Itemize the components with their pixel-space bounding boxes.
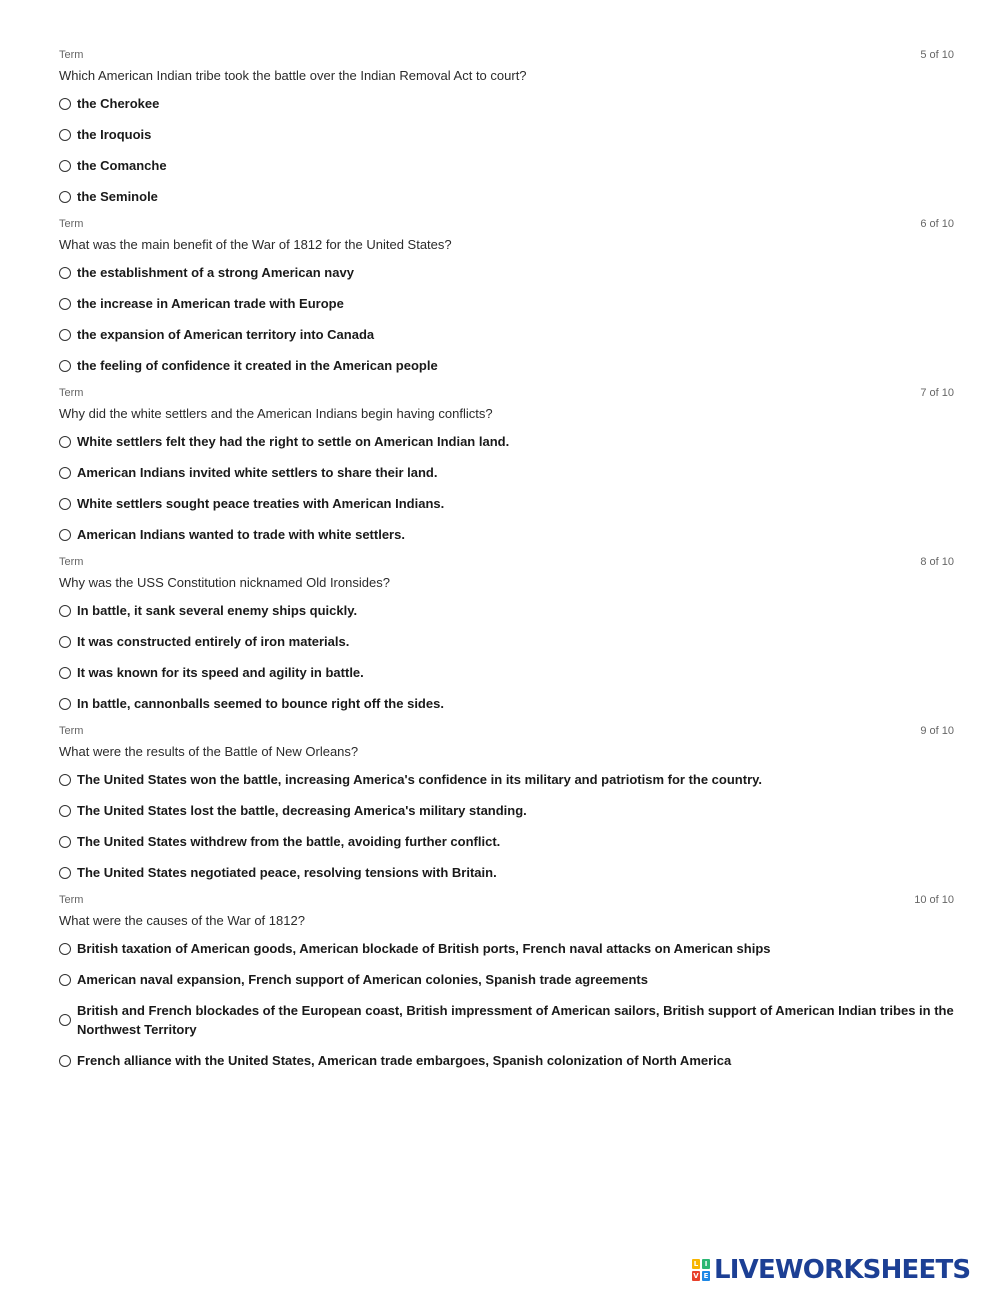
answer-option-label: American Indians wanted to trade with white settlers.: [77, 527, 405, 542]
question-prompt: Which American Indian tribe took the battle over the Indian Removal Act to court?: [59, 68, 527, 83]
answer-option-label: In battle, it sank several enemy ships quickly.: [77, 603, 358, 618]
question-block: [59, 386, 954, 544]
answer-option-label: the Cherokee: [77, 96, 160, 111]
term-label: Term: [59, 218, 84, 230]
answer-option-label: White settlers felt they had the right to settle on American Indian land.: [77, 434, 510, 449]
answer-option[interactable]: [59, 832, 954, 851]
radio-button[interactable]: [59, 298, 71, 310]
answer-option-label: It was known for its speed and agility in battle.: [77, 665, 364, 680]
radio-button[interactable]: [59, 867, 71, 879]
question-counter: 8 of 10: [920, 556, 954, 568]
answer-option[interactable]: [59, 801, 954, 820]
answer-options: [59, 263, 954, 375]
radio-button[interactable]: [59, 360, 71, 372]
answer-option[interactable]: [59, 125, 954, 144]
question-prompt: Why was the USS Constitution nicknamed Old Ironsides?: [59, 575, 390, 590]
term-label: Term: [59, 556, 84, 568]
answer-option-label: American Indians invited white settlers to share their land.: [77, 465, 438, 480]
question-header: [59, 893, 954, 907]
answer-option[interactable]: [59, 601, 954, 620]
radio-button[interactable]: [59, 498, 71, 510]
question-prompt: What was the main benefit of the War of 1812 for the United States?: [59, 237, 452, 252]
answer-option[interactable]: [59, 294, 954, 313]
term-label: Term: [59, 725, 84, 737]
answer-option-label: It was constructed entirely of iron materials.: [77, 634, 350, 649]
answer-options: [59, 601, 954, 713]
term-label: Term: [59, 387, 84, 399]
answer-options: [59, 939, 954, 1070]
radio-button[interactable]: [59, 191, 71, 203]
radio-button[interactable]: [59, 129, 71, 141]
answer-option-label: the Comanche: [77, 158, 167, 173]
radio-button[interactable]: [59, 267, 71, 279]
answer-option-label: The United States negotiated peace, resolving tensions with Britain.: [77, 865, 497, 880]
radio-button[interactable]: [59, 974, 71, 986]
answer-option-label: the Iroquois: [77, 127, 152, 142]
answer-option-label: White settlers sought peace treaties with American Indians.: [77, 496, 445, 511]
liveworksheets-logo: [692, 1256, 970, 1284]
answer-option-label: The United States lost the battle, decreasing America's military standing.: [77, 803, 527, 818]
radio-button[interactable]: [59, 943, 71, 955]
radio-button[interactable]: [59, 667, 71, 679]
question-counter: 7 of 10: [920, 387, 954, 399]
radio-button[interactable]: [59, 1055, 71, 1067]
logo-mark-letter: V: [693, 1272, 699, 1280]
logo-mark-letter: E: [703, 1272, 709, 1280]
question-header: [59, 217, 954, 231]
radio-button[interactable]: [59, 836, 71, 848]
logo-mark-icon: [692, 1259, 710, 1281]
answer-options: [59, 94, 954, 206]
answer-option[interactable]: [59, 694, 954, 713]
answer-option-label: the Seminole: [77, 189, 158, 204]
question-block: [59, 555, 954, 713]
radio-button[interactable]: [59, 698, 71, 710]
radio-button[interactable]: [59, 160, 71, 172]
radio-button[interactable]: [59, 529, 71, 541]
answer-options: [59, 770, 954, 882]
question-header: [59, 555, 954, 569]
radio-button[interactable]: [59, 98, 71, 110]
question-block: [59, 217, 954, 375]
radio-button[interactable]: [59, 1014, 71, 1026]
logo-mark-letter: I: [702, 1259, 710, 1269]
answer-option[interactable]: [59, 663, 954, 682]
answer-option[interactable]: [59, 494, 954, 513]
answer-option-label: the feeling of confidence it created in the American people: [77, 358, 438, 373]
answer-option[interactable]: [59, 432, 954, 451]
radio-button[interactable]: [59, 805, 71, 817]
answer-option-label: French alliance with the United States, American trade embargoes, Spanish colonization of North America: [77, 1053, 732, 1068]
question-block: [59, 48, 954, 206]
question-block: [59, 724, 954, 882]
answer-option[interactable]: [59, 863, 954, 882]
question-prompt: What were the causes of the War of 1812?: [59, 913, 305, 928]
question-header: [59, 724, 954, 738]
question-header: [59, 386, 954, 400]
answer-option[interactable]: [59, 1001, 954, 1039]
answer-option-label: the expansion of American territory into Canada: [77, 327, 375, 342]
radio-button[interactable]: [59, 467, 71, 479]
logo-mark-letter: L: [693, 1260, 699, 1268]
answer-option[interactable]: [59, 94, 954, 113]
logo-text: LIVEWORKSHEETS: [714, 1255, 971, 1285]
answer-option[interactable]: [59, 156, 954, 175]
answer-option-label: British and French blockades of the European coast, British impressment of American sailors, British support of American Indian tribes in the Northwest Territory: [77, 1003, 954, 1037]
question-counter: 6 of 10: [920, 218, 954, 230]
answer-option-label: the establishment of a strong American navy: [77, 265, 354, 280]
answer-option-label: American naval expansion, French support of American colonies, Spanish trade agreements: [77, 972, 648, 987]
term-label: Term: [59, 894, 84, 906]
question-counter: 9 of 10: [920, 725, 954, 737]
answer-option-label: British taxation of American goods, American blockade of British ports, French naval attacks on American ships: [77, 941, 771, 956]
answer-option[interactable]: [59, 263, 954, 282]
question-prompt: Why did the white settlers and the American Indians begin having conflicts?: [59, 406, 493, 421]
radio-button[interactable]: [59, 329, 71, 341]
radio-button[interactable]: [59, 605, 71, 617]
question-header: [59, 48, 954, 62]
answer-option[interactable]: [59, 770, 954, 789]
answer-option-label: the increase in American trade with Europe: [77, 296, 344, 311]
answer-options: [59, 432, 954, 544]
answer-option-label: The United States withdrew from the battle, avoiding further conflict.: [77, 834, 501, 849]
answer-option[interactable]: [59, 525, 954, 544]
answer-option[interactable]: [59, 1051, 954, 1070]
answer-option[interactable]: [59, 939, 954, 958]
question-prompt: What were the results of the Battle of New Orleans?: [59, 744, 359, 759]
answer-option[interactable]: [59, 356, 954, 375]
questions-list: [59, 48, 954, 1081]
radio-button[interactable]: [59, 774, 71, 786]
answer-option[interactable]: [59, 632, 954, 651]
radio-button[interactable]: [59, 636, 71, 648]
question-counter: 5 of 10: [920, 49, 954, 61]
answer-option-label: In battle, cannonballs seemed to bounce right off the sides.: [77, 696, 444, 711]
answer-option[interactable]: [59, 463, 954, 482]
answer-option[interactable]: [59, 970, 954, 989]
answer-option[interactable]: [59, 187, 954, 206]
question-block: [59, 893, 954, 1070]
radio-button[interactable]: [59, 436, 71, 448]
answer-option-label: The United States won the battle, increasing America's confidence in its military and patriotism for the country.: [77, 772, 763, 787]
question-counter: 10 of 10: [914, 894, 954, 906]
answer-option[interactable]: [59, 325, 954, 344]
term-label: Term: [59, 49, 84, 61]
